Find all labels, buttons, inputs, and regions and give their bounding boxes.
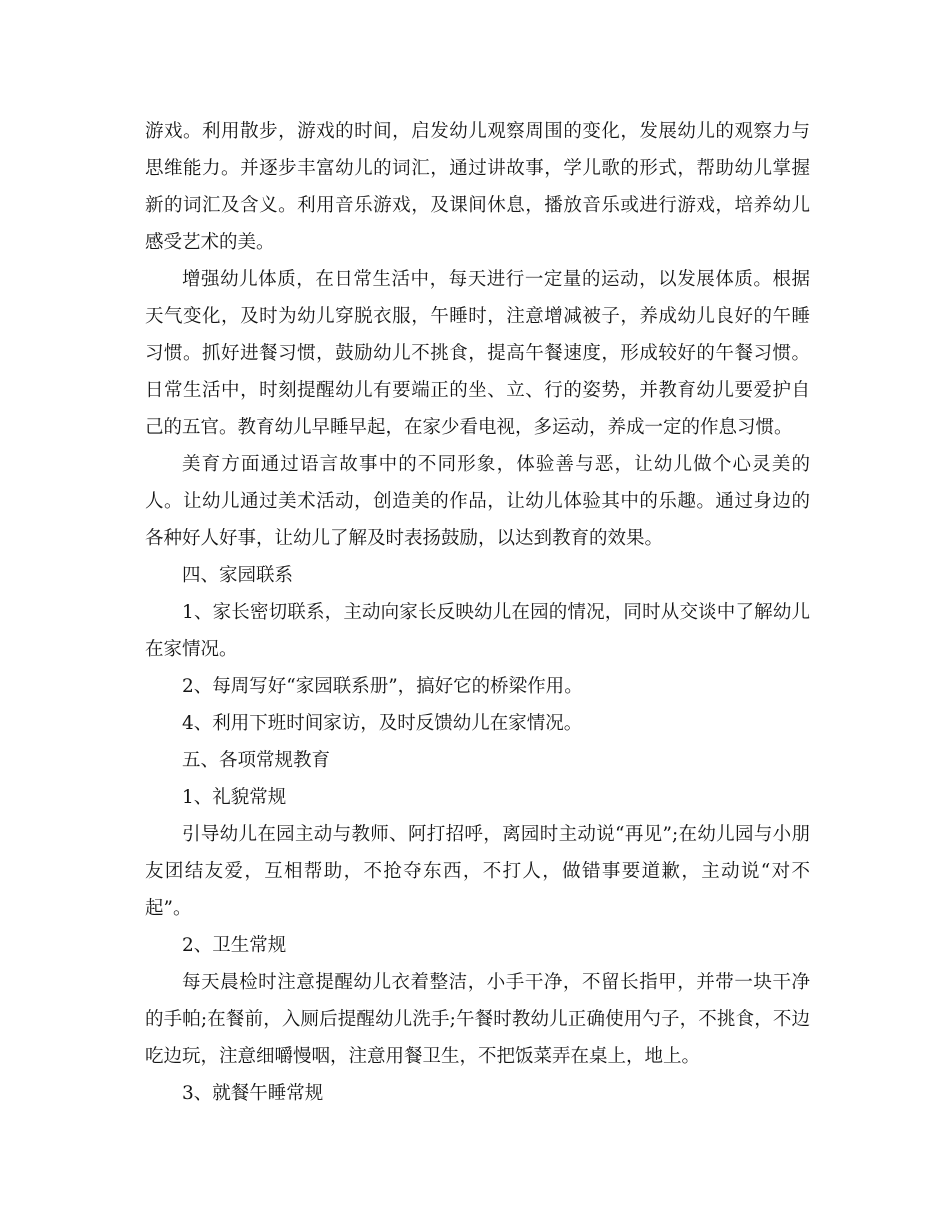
paragraph-intro-games: 游戏。利用散步，游戏的时间，启发幼儿观察周围的变化，发展幼儿的观察力与思维能力。并逐步丰富幼儿的词汇，通过讲故事，学儿歌的形式，帮助幼儿掌握新的词汇及含义。利用音乐游戏，及课间休息，播放音乐或进行游戏，培养幼儿感受艺术的美。	[145, 121, 810, 253]
section-heading-routines: 五、各项常规教育	[182, 750, 331, 771]
list-item-contact-book: 2、每周写好“家园联系册”，搞好它的桥梁作用。	[182, 676, 583, 697]
list-item-parent-contact: 1、家长密切联系，主动向家长反映幼儿在园的情况，同时从交谈中了解幼儿在家情况。	[145, 602, 810, 660]
paragraph-courtesy: 引导幼儿在园主动与教师、阿打招呼，离园时主动说“再见”;在幼儿园与小朋友团结友爱，互相帮助，不抢夺东西，不打人，做错事要道歉，主动说“对不起”。	[145, 824, 810, 919]
subheading-meal-nap: 3、就餐午睡常规	[182, 1083, 324, 1104]
paragraph-aesthetic-education: 美育方面通过语言故事中的不同形象，体验善与恶，让幼儿做个心灵美的人。让幼儿通过美术活动，创造美的作品，让幼儿体验其中的乐趣。通过身边的各种好人好事，让幼儿了解及时表扬鼓励，以达到教育的效果。	[145, 454, 810, 549]
document-body	[145, 113, 810, 1112]
paragraph-hygiene: 每天晨检时注意提醒幼儿衣着整洁，小手干净，不留长指甲，并带一块干净的手帕;在餐前，入厕后提醒幼儿洗手;午餐时教幼儿正确使用勺子，不挑食，不边吃边玩，注意细嚼慢咽，注意用餐卫生，不把饭菜弄在桌上，地上。	[145, 972, 810, 1067]
subheading-courtesy: 1、礼貌常规	[182, 787, 287, 808]
subheading-hygiene: 2、卫生常规	[182, 935, 287, 956]
section-heading-home-school: 四、家园联系	[182, 565, 294, 586]
list-item-home-visit: 4、利用下班时间家访，及时反馈幼儿在家情况。	[182, 713, 583, 734]
paragraph-physical-health: 增强幼儿体质，在日常生活中，每天进行一定量的运动，以发展体质。根据天气变化，及时为幼儿穿脱衣服，午睡时，注意增减被子，养成幼儿良好的午睡习惯。抓好进餐习惯，鼓励幼儿不挑食，提高午餐速度，形成较好的午餐习惯。日常生活中，时刻提醒幼儿有要端正的坐、立、行的姿势，并教育幼儿要爱护自己的五官。教育幼儿早睡早起，在家少看电视，多运动，养成一定的作息习惯。	[145, 269, 810, 438]
